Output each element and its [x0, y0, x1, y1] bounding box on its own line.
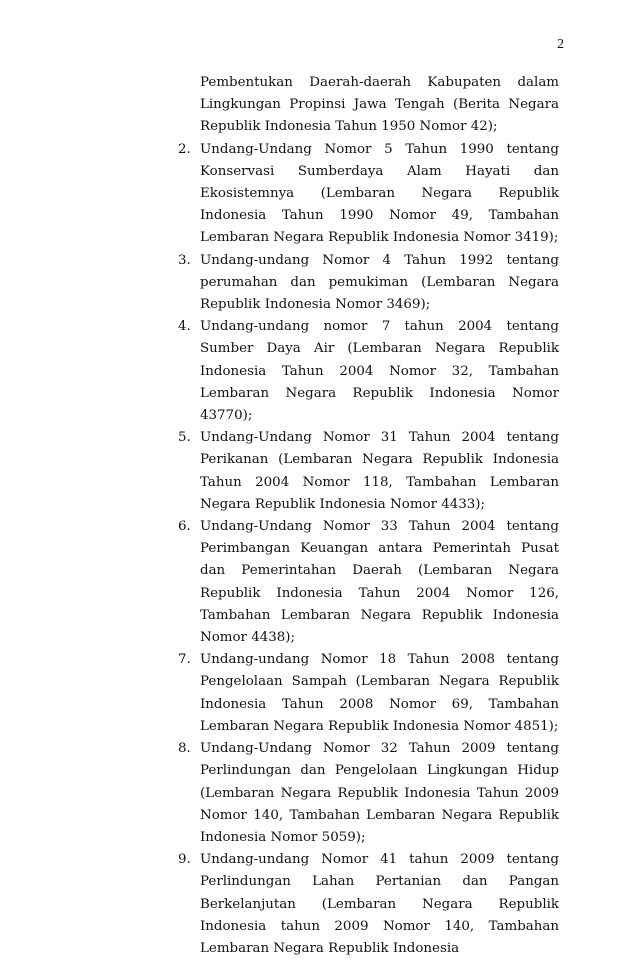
- document-body: [178, 72, 559, 960]
- item-text: Undang-Undang Nomor 5 Tahun 1990 tentang Konservasi Sumberdaya Alam Hayati dan Ekosistemnya (Lembaran Negara Republik Indonesia Tahun 1990 Nomor 49, Tambahan Lembaran Negara Republik Indonesia Nomor 3419);: [200, 141, 559, 246]
- item-number: 3.: [178, 252, 191, 268]
- continuation-paragraph: Pembentukan Daerah-daerah Kabupaten dalam Lingkungan Propinsi Jawa Tengah (Berita Negara Republik Indonesia Tahun 1950 Nomor 42);: [200, 75, 559, 135]
- item-number: 6.: [178, 519, 191, 535]
- item-number: 5.: [178, 430, 191, 446]
- list-item: [178, 516, 559, 649]
- item-text: Undang-Undang Nomor 31 Tahun 2004 tentang Perikanan (Lembaran Negara Republik Indonesia Tahun 2004 Nomor 118, Tambahan Lembaran Negara Republik Indonesia Nomor 4433);: [200, 430, 559, 512]
- list-item: [178, 139, 559, 250]
- list-item: [178, 250, 559, 317]
- item-text: Undang-undang nomor 7 tahun 2004 tentang Sumber Daya Air (Lembaran Negara Republik Indonesia Tahun 2004 Nomor 32, Tambahan Lembaran Negara Republik Indonesia Nomor 43770);: [200, 319, 559, 424]
- list-item: [178, 849, 559, 960]
- list-item: [178, 427, 559, 516]
- regulation-list: [178, 139, 559, 961]
- list-item: [178, 649, 559, 738]
- item-number: 9.: [178, 852, 191, 868]
- list-item: [178, 316, 559, 427]
- item-number: 7.: [178, 652, 191, 668]
- item-text: Undang-undang Nomor 4 Tahun 1992 tentang perumahan dan pemukiman (Lembaran Negara Republik Indonesia Nomor 3469);: [200, 252, 559, 313]
- item-text: Undang-Undang Nomor 32 Tahun 2009 tentang Perlindungan dan Pengelolaan Lingkungan Hidup (Lembaran Negara Republik Indonesia Tahun 2009 Nomor 140, Tambahan Lembaran Negara Republik Indonesia Nomor 5059);: [200, 741, 559, 845]
- item-text: Undang-undang Nomor 41 tahun 2009 tentang Perlindungan Lahan Pertanian dan Pangan Berkelanjutan (Lembaran Negara Republik Indonesia tahun 2009 Nomor 140, Tambahan Lembaran Negara Republik Indonesia: [200, 852, 559, 956]
- page-number: 2: [557, 37, 564, 52]
- item-number: 4.: [178, 319, 191, 335]
- item-number: 8.: [178, 741, 191, 757]
- item-text: Undang-undang Nomor 18 Tahun 2008 tentang Pengelolaan Sampah (Lembaran Negara Republik Indonesia Tahun 2008 Nomor 69, Tambahan Lembaran Negara Republik Indonesia Nomor 4851);: [200, 652, 559, 734]
- item-text: Undang-Undang Nomor 33 Tahun 2004 tentang Perimbangan Keuangan antara Pemerintah Pusat dan Pemerintahan Daerah (Lembaran Negara Republik Indonesia Tahun 2004 Nomor 126, Tambahan Lembaran Negara Republik Indonesia Nomor 4438);: [200, 519, 559, 646]
- item-number: 2.: [178, 141, 191, 157]
- list-item: [178, 738, 559, 849]
